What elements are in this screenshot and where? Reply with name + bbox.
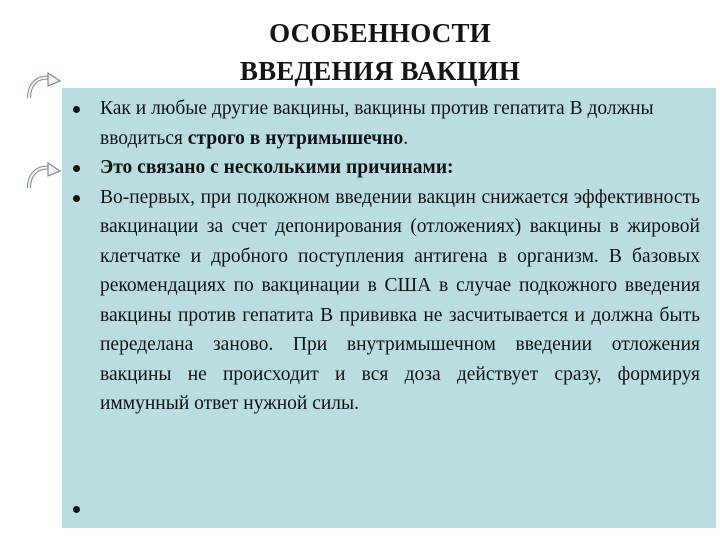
- bullet-dot: [70, 183, 100, 419]
- title-line-1: ОСОБЕННОСТИ: [269, 18, 491, 48]
- bullet-dot: [70, 94, 100, 153]
- bullet-2-bold: Это связано с несколькими причинами:: [100, 157, 454, 178]
- curved-arrow-icon: [24, 72, 64, 102]
- bullet-item-2: [70, 153, 700, 183]
- bullet-2-text: [100, 153, 700, 183]
- title-line-2: ВВЕДЕНИЯ ВАКЦИН: [239, 56, 521, 86]
- bullet-list: [70, 94, 700, 419]
- bullet-item-1: [70, 94, 700, 153]
- bullet-1-end: .: [403, 127, 409, 149]
- slide-title: [140, 14, 620, 90]
- curved-arrow-icon: [24, 162, 64, 192]
- bullet-item-3: [70, 183, 700, 419]
- bullet-dot: [70, 153, 100, 183]
- bullet-1-plain: Как и любые другие вакцины, вакцины против гепатита В должны вводиться: [100, 98, 654, 149]
- bullet-1-bold: строго в нутримышечно: [187, 127, 404, 149]
- empty-bullet-dot: [73, 506, 80, 513]
- bullet-3-text: Во-первых, при подкожном введении вакцин снижается эффективность вакцинации за счет депонирования (отложениях) вакцины в жировой клетчатке и дробного поступления антигена в организм. В базовых рекомендациях по вакцинации в США в случае подкожного введения вакцины против гепатита В прививка не засчитывается и должна быть переделана заново. При внутримышечном введении отложения вакцины не происходит и вся доза действует сразу, формируя иммунный ответ нужной силы.: [100, 186, 700, 414]
- bullet-1-text: [100, 94, 700, 153]
